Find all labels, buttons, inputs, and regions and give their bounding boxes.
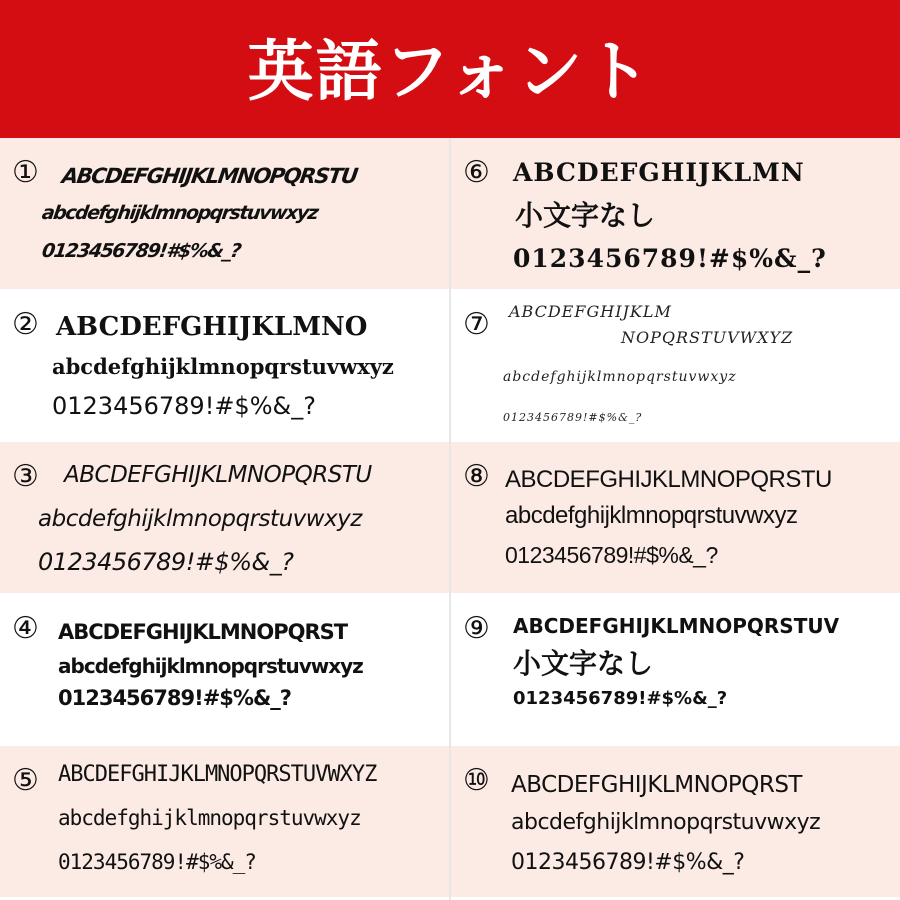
lowercase-sample: abcdefghijklmnopqrstuvwxyz <box>511 810 821 835</box>
uppercase-sample-a: ABCDEFGHIJKLM <box>509 302 672 321</box>
numbers-symbols-sample: 0123456789!#$%&_? <box>58 850 256 874</box>
sample-number: ⑩ <box>463 763 490 798</box>
no-lowercase-note: 小文字なし <box>513 647 654 680</box>
font-sample-3 <box>0 442 449 593</box>
numbers-symbols-sample: 0123456789!#$%&_? <box>513 688 728 709</box>
uppercase-sample: ABCDEFGHIJKLMNOPQRSTUV <box>513 614 840 638</box>
uppercase-sample-b: NOPQRSTUVWXYZ <box>621 328 794 347</box>
font-sample-5 <box>0 746 449 897</box>
no-lowercase-note: 小文字なし <box>515 199 656 232</box>
numbers-symbols-sample: 0123456789!#$%&_? <box>40 240 242 262</box>
sample-number: ③ <box>12 459 39 494</box>
font-sample-8 <box>451 442 900 593</box>
numbers-symbols-sample: 0123456789!#$%&_? <box>38 548 294 576</box>
uppercase-sample: ABCDEFGHIJKLMN <box>513 158 805 187</box>
numbers-symbols-sample: 0123456789!#$%&_? <box>503 411 643 424</box>
header-banner <box>0 0 900 138</box>
column-divider <box>449 138 451 900</box>
numbers-symbols-sample: 0123456789!#$%&_? <box>511 850 745 875</box>
uppercase-sample: ABCDEFGHIJKLMNOPQRST <box>58 620 348 644</box>
lowercase-sample: abcdefghijklmnopqrstuvwxyz <box>58 654 363 678</box>
uppercase-sample: ABCDEFGHIJKLMNO <box>56 312 368 342</box>
sample-number: ⑨ <box>463 611 490 646</box>
font-sample-6 <box>451 138 900 289</box>
sample-number: ⑤ <box>12 763 39 798</box>
uppercase-sample: ABCDEFGHIJKLMNOPQRSTU <box>64 462 372 488</box>
uppercase-sample: ABCDEFGHIJKLMNOPQRSTU <box>505 466 832 493</box>
sample-number: ⑧ <box>463 459 490 494</box>
lowercase-sample: abcdefghijklmnopqrstuvwxyz <box>38 506 362 532</box>
sample-number: ① <box>12 155 39 190</box>
uppercase-sample: ABCDEFGHIJKLMNOPQRST <box>511 772 802 798</box>
lowercase-sample: abcdefghijklmnopqrstuvwxyz <box>58 806 361 830</box>
font-sample-9 <box>451 594 900 745</box>
font-sample-1 <box>0 138 449 289</box>
sample-number: ⑦ <box>463 307 490 342</box>
numbers-symbols-sample: 0123456789!#$%&_? <box>505 542 718 568</box>
numbers-symbols-sample: 0123456789!#$%&_? <box>52 392 316 420</box>
uppercase-sample: ABCDEFGHIJKLMNOPQRSTUVWXYZ <box>58 762 377 787</box>
sample-number: ⑥ <box>463 155 490 190</box>
lowercase-sample: abcdefghijklmnopqrstuvwxyz <box>40 202 319 224</box>
font-sample-10 <box>451 746 900 897</box>
sample-number: ② <box>12 307 39 342</box>
page-title: 英語フォント <box>247 32 653 110</box>
sample-number: ④ <box>12 611 39 646</box>
font-sample-4 <box>0 594 449 745</box>
lowercase-sample: abcdefghijklmnopqrstuvwxyz <box>52 354 394 379</box>
lowercase-sample: abcdefghijklmnopqrstuvwxyz <box>503 369 737 385</box>
numbers-symbols-sample: 0123456789!#$%&_? <box>58 686 291 710</box>
uppercase-sample: ABCDEFGHIJKLMNOPQRSTU <box>60 164 359 188</box>
font-sample-7 <box>451 290 900 441</box>
lowercase-sample: abcdefghijklmnopqrstuvwxyz <box>505 502 798 529</box>
font-sample-2 <box>0 290 449 441</box>
numbers-symbols-sample: 0123456789!#$%&_? <box>513 244 827 273</box>
